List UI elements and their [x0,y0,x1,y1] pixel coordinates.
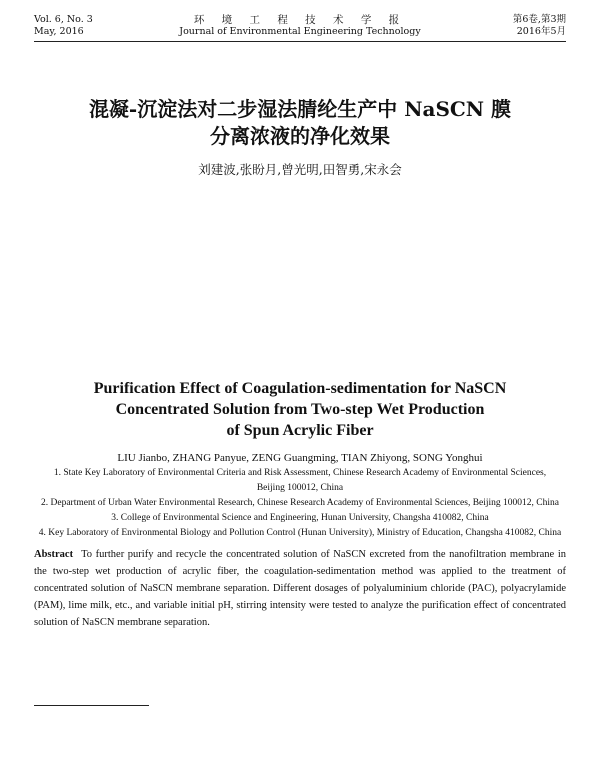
journal-name-en: Journal of Environmental Engineering Technology [179,26,421,37]
affiliation: 4. Key Laboratory of Environmental Biology and Pollution Control (Hunan University), Ministry of Education, Changsha 410082, China [38,528,562,538]
header-rule [34,41,566,42]
english-front-matter [34,378,566,631]
title-en [34,378,566,441]
title-cn-line: 分离浓液的净化效果 [210,124,390,148]
footnote-rule [34,705,149,706]
volume-issue: Vol. 6, No. 3 [34,14,93,25]
affiliation: Beijing 100012, China [256,483,344,493]
header-center [164,14,436,38]
title-en-line: of Spun Acrylic Fiber [226,422,374,439]
unreadable-chinese-region [34,178,566,378]
affiliation: 1. State Key Laboratory of Environmental Criteria and Risk Assessment, Chinese Research Academy of Environmental Sciences, [53,468,547,478]
affiliations-en [34,466,566,541]
authors-cn: 刘建波,张盼月,曾光明,田智勇,宋永会 [198,162,402,177]
date-en: May, 2016 [34,26,84,37]
date-cn: 2016年5月 [516,26,566,37]
authors-en: LIU Jianbo, ZHANG Panyue, ZENG Guangming, TIAN Zhiyong, SONG Yonghui [117,452,483,464]
title-cn-line: 混凝-沉淀法对二步湿法腈纶生产中 NaSCN 膜 [88,97,512,121]
header-left [34,14,164,38]
title-en-line: Concentrated Solution from Two-step Wet Production [115,401,485,418]
issue-cn: 第6卷,第3期 [512,14,566,25]
running-header [34,14,566,38]
title-cn [34,96,566,150]
affiliation: 2. Department of Urban Water Environmental Research, Chinese Research Academy of Environmental Sciences, Beijing 100012, China [41,498,559,508]
journal-name-cn: 环 境 工 程 技 术 学 报 [193,14,407,26]
abstract-en-body: To further purify and recycle the concentrated solution of NaSCN excreted from the nanofiltration membrane in the two-step wet production of acrylic fiber, the coagulation-sedimentation method was applied to the treatment of concentrated solution of NaSCN membrane separation. Different dosages of polyaluminium chloride (PAC), polyacrylamide (PAM), lime milk, etc., and variable initial pH, stirring intensity were tested to analyze the purification effect of concentrated solution of NaSCN membrane separation. [34,549,566,628]
title-en-line: Purification Effect of Coagulation-sedimentation for NaSCN [93,380,507,397]
abstract-en [34,546,566,631]
abstract-en-head: Abstract [34,549,74,560]
affiliation: 3. College of Environmental Science and Engineering, Hunan University, Changsha 410082, China [111,513,489,523]
header-right [436,14,566,38]
